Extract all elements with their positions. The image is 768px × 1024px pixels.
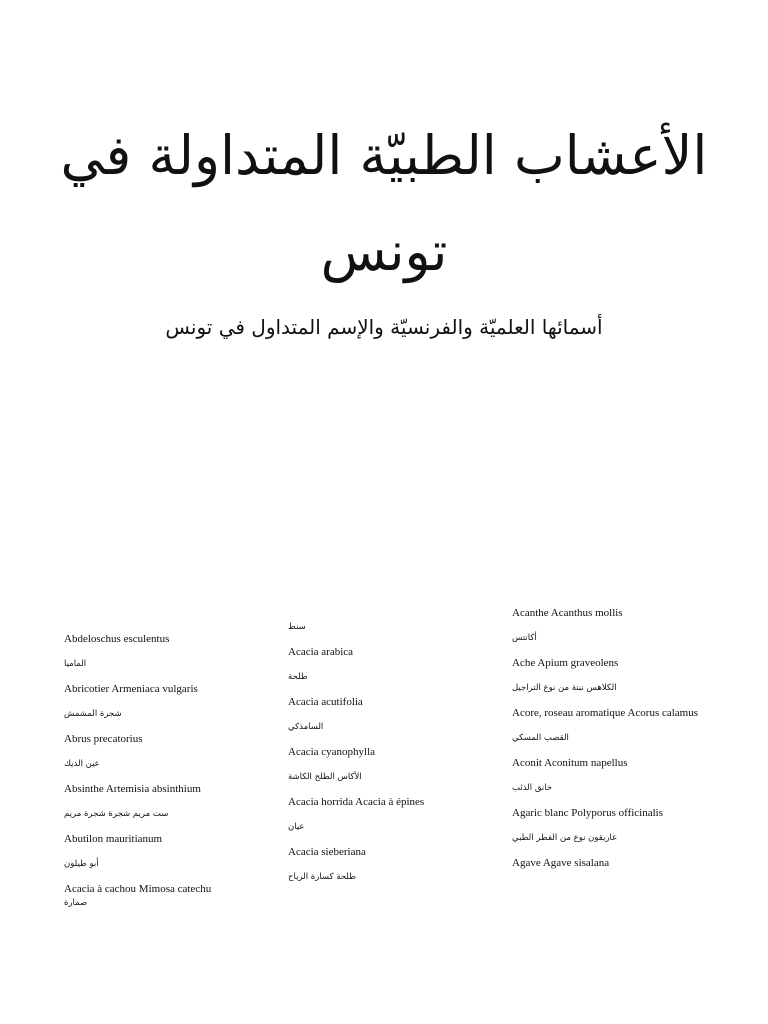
glossary-entry	[64, 832, 254, 882]
arabic-name: غاريقون نوع من الفطر الطبي	[512, 833, 617, 843]
glossary-entry	[288, 645, 478, 695]
glossary-entry	[64, 632, 254, 682]
glossary-entry	[64, 732, 254, 782]
glossary-column-1	[64, 632, 254, 910]
latin-name: Agaric blanc Polyporus officinalis	[512, 807, 664, 819]
arabic-name: طلحة	[288, 672, 308, 682]
arabic-name: أكانتس	[512, 633, 537, 643]
glossary-entry	[512, 706, 742, 756]
arabic-name: صمارة	[64, 898, 88, 908]
latin-name: Acacia cyanophylla	[288, 746, 376, 758]
glossary-entry	[64, 682, 254, 732]
latin-name: Abdeloschus esculentus	[64, 633, 170, 645]
latin-name: Abricotier Armeniaca vulgaris	[64, 683, 198, 695]
arabic-name: السامذكي	[288, 722, 324, 732]
arabic-name: الأكاس الطلح الكاشة	[288, 772, 362, 782]
glossary-entry	[288, 795, 478, 845]
arabic-name: الكلاهس نبتة من نوع التراجيل	[512, 683, 617, 693]
glossary-entry	[512, 656, 742, 706]
arabic-name: ست مريم شجرة شجرة مريم	[64, 809, 169, 819]
arabic-name: عيان	[288, 822, 305, 832]
document-title	[40, 108, 728, 300]
glossary-entry	[512, 606, 742, 656]
latin-name: Acacia à cachou Mimosa catechu	[64, 883, 212, 895]
arabic-name: أبو طيلون	[64, 859, 99, 869]
arabic-name: القصب المسكي	[512, 733, 569, 743]
arabic-name: سنط	[288, 622, 306, 632]
glossary-entry	[288, 845, 478, 895]
glossary-column-3	[512, 606, 742, 881]
latin-name: Aconit Aconitum napellus	[512, 757, 628, 769]
latin-name: Acacia horrida Acacia à épines	[288, 796, 425, 808]
latin-name: Acore, roseau aromatique Acorus calamus	[512, 707, 699, 719]
latin-name: Agave Agave sisalana	[512, 857, 610, 869]
latin-name: Absinthe Artemisia absinthium	[64, 783, 201, 795]
arabic-name: الماميا	[64, 659, 87, 669]
glossary-entry	[512, 856, 742, 881]
glossary-entry	[288, 745, 478, 795]
glossary-entry	[512, 806, 742, 856]
glossary-entry	[288, 695, 478, 745]
latin-name: Acacia sieberiana	[288, 846, 366, 858]
glossary-entry	[512, 756, 742, 806]
latin-name: Abrus precatorius	[64, 733, 143, 745]
title-line-2: تونس	[320, 220, 448, 283]
arabic-name: عين الديك	[64, 759, 100, 769]
glossary-entry	[288, 620, 478, 645]
document-subtitle: أسمائها العلميّة والفرنسيّة والإسم المتداول في تونس	[165, 315, 603, 339]
arabic-name: شجرة المشمش	[64, 709, 122, 719]
latin-name: Acanthe Acanthus mollis	[512, 607, 623, 619]
glossary-entry	[64, 882, 254, 910]
latin-name: Acacia arabica	[288, 646, 354, 658]
latin-name: Ache Apium graveolens	[512, 657, 619, 669]
glossary-entry	[64, 782, 254, 832]
latin-name: Acacia acutifolia	[288, 696, 363, 708]
glossary-column-2	[288, 620, 478, 895]
title-line-1: الأعشاب الطبيّة المتداولة في	[60, 124, 708, 187]
arabic-name: طلحة كسارة الرياح	[288, 872, 356, 882]
arabic-name: خانق الذئب	[512, 783, 553, 793]
latin-name: Abutilon mauritianum	[64, 833, 163, 845]
